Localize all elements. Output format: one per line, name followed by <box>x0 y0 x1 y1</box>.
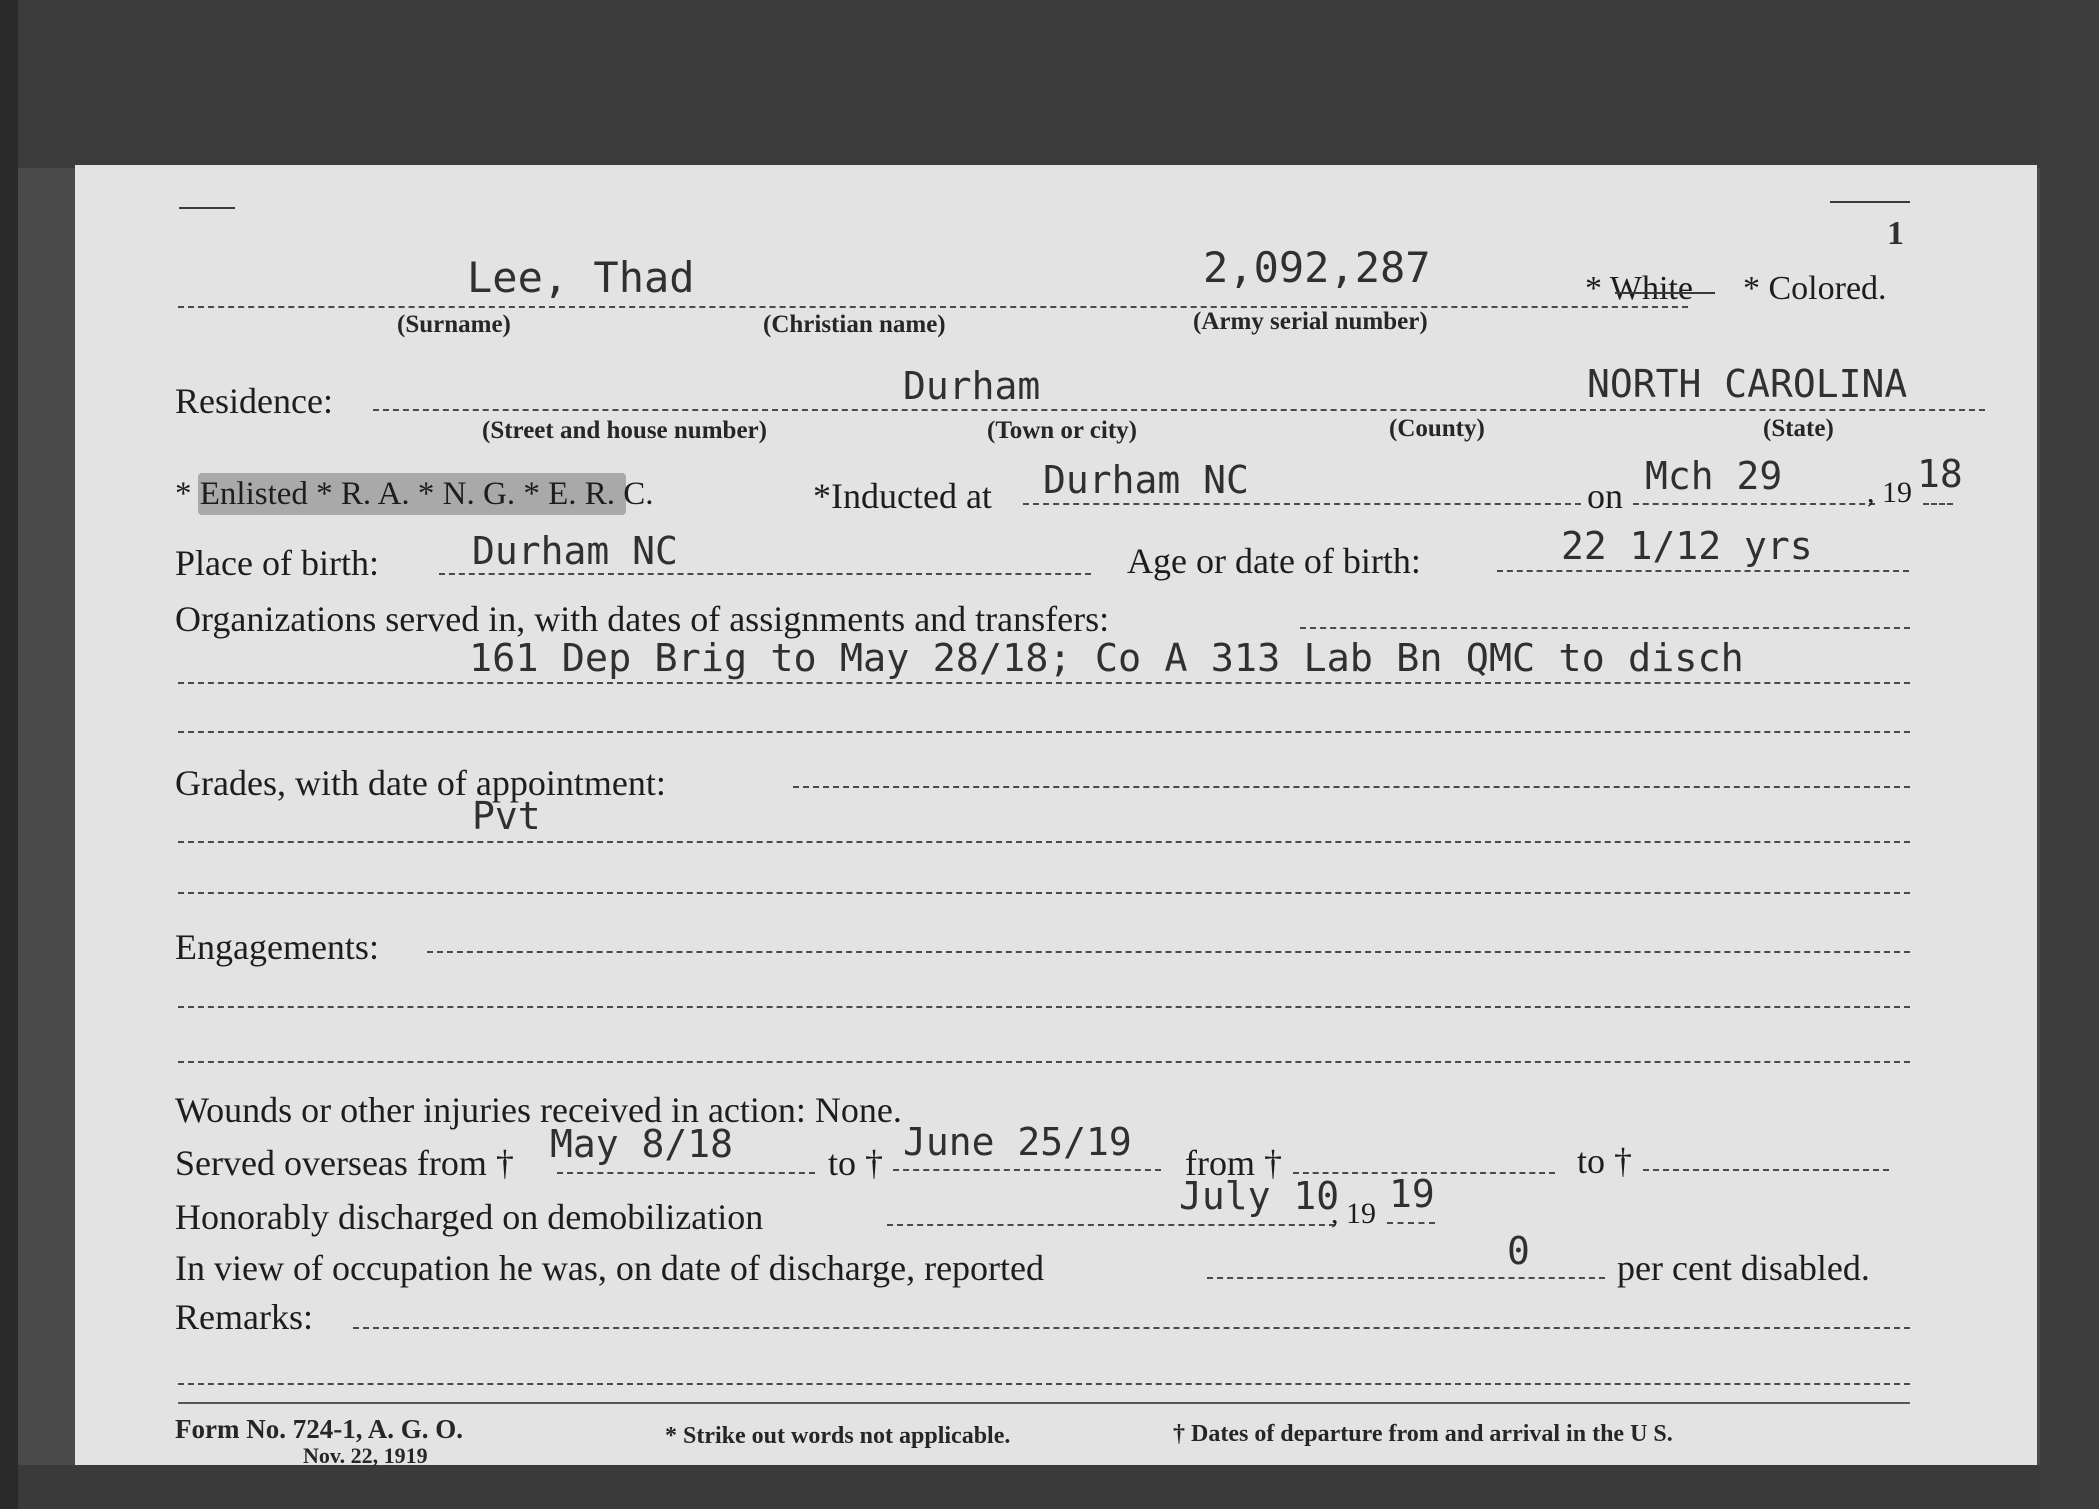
residence-state-value: NORTH CAROLINA <box>1587 362 1908 406</box>
race-white-text: * White <box>1585 270 1693 307</box>
occupation-label: In view of occupation he was, on date of discharge, reported <box>175 1248 1045 1288</box>
honorably-discharged-label: Honorably discharged on demobilization <box>175 1197 764 1237</box>
inducted-year-line <box>1923 503 1953 505</box>
strike-out-note: * Strike out words not applicable. <box>665 1423 1011 1449</box>
organizations-label: Organizations served in, with dates of assignments and transfers: <box>175 599 1110 639</box>
overseas-from-value: May 8/18 <box>550 1122 734 1166</box>
on-label: on <box>1587 476 1623 516</box>
inducted-date-value: Mch 29 <box>1645 454 1783 498</box>
inducted-year-prefix: , 19 <box>1867 476 1912 509</box>
town-caption: (Town or city) <box>987 417 1137 444</box>
organizations-line-3 <box>178 731 1910 733</box>
second-from-label: from † <box>1185 1143 1282 1183</box>
grades-line-1 <box>793 786 1910 788</box>
christian-name-caption: (Christian name) <box>763 311 946 338</box>
race-colored-option: * Colored. <box>1743 270 1887 307</box>
inducted-at-value: Durham NC <box>1043 458 1249 502</box>
form-number: Form No. 724-1, A. G. O. <box>175 1414 463 1444</box>
engagements-line-1 <box>427 951 1910 953</box>
per-cent-disabled-label: per cent disabled. <box>1617 1248 1870 1288</box>
percent-disabled-line <box>1207 1277 1605 1279</box>
inducted-at-line <box>1023 503 1581 505</box>
overseas-to-label: to † <box>828 1143 884 1183</box>
discharge-year-line <box>1387 1222 1435 1224</box>
grades-label: Grades, with date of appointment: <box>175 763 666 803</box>
name-value: Lee, Thad <box>467 253 695 302</box>
service-record-card <box>75 165 2037 1468</box>
top-right-rule <box>1830 201 1910 203</box>
remarks-line-1 <box>353 1327 1910 1329</box>
army-serial-caption: (Army serial number) <box>1193 308 1428 335</box>
engagements-line-3 <box>178 1061 1910 1063</box>
organizations-value: 161 Dep Brig to May 28/18; Co A 313 Lab Bn QMC to disch <box>469 636 1744 681</box>
top-left-rule <box>179 207 235 209</box>
age-line <box>1497 570 1909 572</box>
discharge-year-value: 19 <box>1389 1172 1435 1216</box>
enlisted-options: * Enlisted * R. A. * N. G. * E. R. C. <box>175 476 654 512</box>
scan-background-top <box>0 0 2099 168</box>
age-label: Age or date of birth: <box>1127 541 1421 581</box>
remarks-label: Remarks: <box>175 1297 313 1337</box>
wounds-label: Wounds or other injuries received in action: None. <box>175 1090 902 1130</box>
scan-background-right <box>2040 0 2099 1509</box>
form-date: Nov. 22, 1919 <box>303 1443 428 1468</box>
remarks-line-2 <box>178 1383 1910 1385</box>
percent-disabled-value: 0 <box>1507 1229 1530 1273</box>
overseas-to-line <box>893 1169 1161 1171</box>
place-of-birth-line <box>439 573 1091 575</box>
state-caption: (State) <box>1763 415 1834 442</box>
served-overseas-label: Served overseas from † <box>175 1143 514 1183</box>
place-of-birth-label: Place of birth: <box>175 543 379 583</box>
discharge-date-value: July 10 <box>1179 1174 1340 1218</box>
inducted-date-line <box>1633 503 1875 505</box>
grades-line-2 <box>178 841 1910 843</box>
engagements-line-2 <box>178 1006 1910 1008</box>
second-to-label: to † <box>1577 1141 1633 1181</box>
overseas-to-value: June 25/19 <box>903 1120 1132 1164</box>
engagements-label: Engagements: <box>175 927 379 967</box>
race-white-option <box>1585 272 1693 306</box>
county-caption: (County) <box>1389 415 1485 442</box>
dates-note: † Dates of departure from and arrival in the U S. <box>1173 1421 1673 1447</box>
serial-number-value: 2,092,287 <box>1203 243 1431 292</box>
card-number: 1 <box>1887 215 1904 252</box>
discharge-year-prefix: , 19 <box>1331 1197 1376 1230</box>
inducted-year-value: 18 <box>1917 452 1963 496</box>
inducted-at-label: *Inducted at <box>813 476 992 516</box>
grade-value: Pvt <box>472 794 541 838</box>
scan-background-bottom <box>0 1465 2099 1509</box>
scan-background-left <box>0 0 18 1509</box>
age-value: 22 1/12 yrs <box>1561 524 1813 568</box>
surname-caption: (Surname) <box>397 311 511 338</box>
organizations-line-2 <box>178 682 1910 684</box>
grades-line-3 <box>178 892 1910 894</box>
place-of-birth-value: Durham NC <box>472 529 678 573</box>
footer-rule <box>178 1402 1910 1404</box>
white-strikeout <box>1615 292 1715 294</box>
residence-label: Residence: <box>175 381 333 421</box>
discharge-date-line <box>887 1224 1335 1226</box>
residence-town-value: Durham <box>903 364 1041 408</box>
name-line <box>178 306 1688 308</box>
organizations-line-1 <box>1300 627 1910 629</box>
second-to-line <box>1643 1169 1889 1171</box>
residence-line <box>373 409 1985 411</box>
street-caption: (Street and house number) <box>482 417 767 444</box>
overseas-from-line <box>557 1172 815 1174</box>
